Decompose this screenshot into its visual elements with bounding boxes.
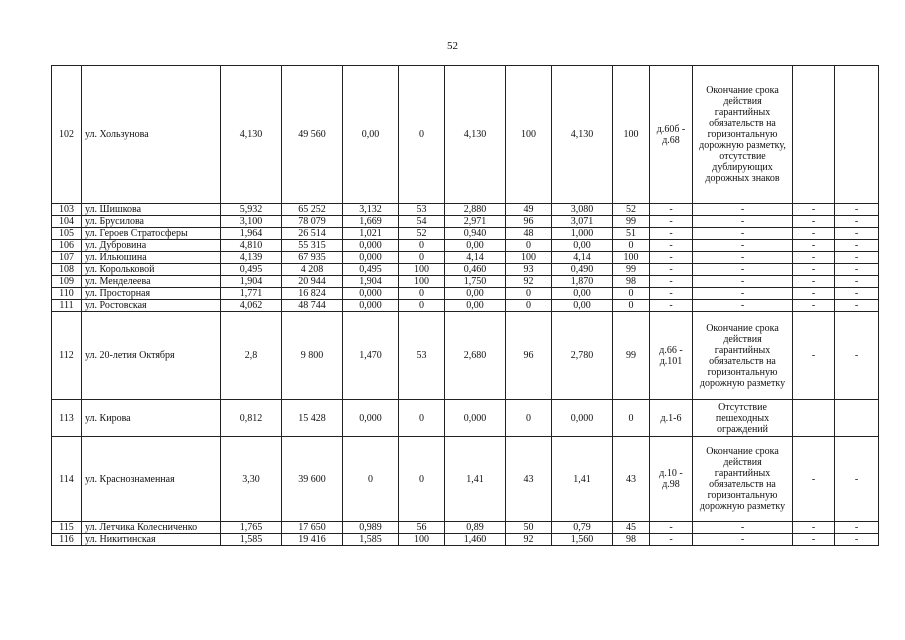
street-name-cell: ул. Менделеева — [82, 276, 221, 288]
location-cell: - — [650, 252, 693, 264]
area-m2-cell: 19 416 — [282, 534, 343, 546]
length-km-cell: 3,30 — [221, 437, 282, 522]
value-3-cell: 0,00 — [552, 300, 613, 312]
street-name-cell: ул. Брусилова — [82, 216, 221, 228]
table-row — [52, 437, 879, 522]
extra-2-cell: - — [835, 228, 879, 240]
extra-1-cell: - — [793, 288, 835, 300]
extra-1-cell: - — [793, 252, 835, 264]
table-row — [52, 312, 879, 400]
extra-1-cell: - — [793, 240, 835, 252]
percent-2-cell: 92 — [506, 276, 552, 288]
length-km-cell: 4,062 — [221, 300, 282, 312]
street-name-cell: ул. Шишкова — [82, 204, 221, 216]
value-2-cell: 0,460 — [445, 264, 506, 276]
location-cell: д.1-6 — [650, 400, 693, 437]
table-row — [52, 252, 879, 264]
extra-1-cell: - — [793, 522, 835, 534]
extra-2-cell — [835, 66, 879, 204]
extra-1-cell: - — [793, 312, 835, 400]
area-m2-cell: 9 800 — [282, 312, 343, 400]
table-row — [52, 66, 879, 204]
value-2-cell: 0,000 — [445, 400, 506, 437]
percent-1-cell: 100 — [399, 264, 445, 276]
row-number-cell: 107 — [52, 252, 82, 264]
percent-3-cell: 51 — [613, 228, 650, 240]
page-number: 52 — [447, 40, 458, 52]
percent-2-cell: 96 — [506, 216, 552, 228]
street-name-cell: ул. Краснознаменная — [82, 437, 221, 522]
extra-1-cell: - — [793, 437, 835, 522]
length-km-cell: 1,904 — [221, 276, 282, 288]
table-row — [52, 216, 879, 228]
percent-2-cell: 0 — [506, 240, 552, 252]
table-row — [52, 228, 879, 240]
value-1-cell: 3,132 — [343, 204, 399, 216]
extra-1-cell: - — [793, 300, 835, 312]
street-name-cell: ул. Летчика Колесниченко — [82, 522, 221, 534]
percent-1-cell: 0 — [399, 437, 445, 522]
note-cell: - — [693, 216, 793, 228]
percent-1-cell: 100 — [399, 534, 445, 546]
value-3-cell: 1,41 — [552, 437, 613, 522]
length-km-cell: 1,964 — [221, 228, 282, 240]
length-km-cell: 4,139 — [221, 252, 282, 264]
table-row — [52, 240, 879, 252]
value-2-cell: 2,971 — [445, 216, 506, 228]
length-km-cell: 2,8 — [221, 312, 282, 400]
table-row — [52, 204, 879, 216]
note-cell: - — [693, 240, 793, 252]
percent-1-cell: 0 — [399, 252, 445, 264]
value-1-cell: 0,000 — [343, 240, 399, 252]
extra-2-cell: - — [835, 276, 879, 288]
percent-2-cell: 96 — [506, 312, 552, 400]
percent-3-cell: 98 — [613, 534, 650, 546]
value-1-cell: 1,669 — [343, 216, 399, 228]
extra-1-cell: - — [793, 534, 835, 546]
street-name-cell: ул. Ростовская — [82, 300, 221, 312]
location-cell: - — [650, 522, 693, 534]
note-cell: - — [693, 276, 793, 288]
row-number-cell: 116 — [52, 534, 82, 546]
table-row — [52, 264, 879, 276]
row-number-cell: 113 — [52, 400, 82, 437]
extra-2-cell: - — [835, 240, 879, 252]
location-cell: д.60б - д.68 — [650, 66, 693, 204]
area-m2-cell: 78 079 — [282, 216, 343, 228]
table-row — [52, 400, 879, 437]
value-2-cell: 0,89 — [445, 522, 506, 534]
percent-1-cell: 52 — [399, 228, 445, 240]
area-m2-cell: 17 650 — [282, 522, 343, 534]
row-number-cell: 112 — [52, 312, 82, 400]
percent-2-cell: 48 — [506, 228, 552, 240]
value-1-cell: 1,585 — [343, 534, 399, 546]
extra-2-cell — [835, 400, 879, 437]
percent-2-cell: 49 — [506, 204, 552, 216]
location-cell: д.10 - д.98 — [650, 437, 693, 522]
area-m2-cell: 39 600 — [282, 437, 343, 522]
location-cell: - — [650, 204, 693, 216]
value-3-cell: 0,00 — [552, 240, 613, 252]
length-km-cell: 1,765 — [221, 522, 282, 534]
percent-2-cell: 43 — [506, 437, 552, 522]
percent-2-cell: 92 — [506, 534, 552, 546]
extra-2-cell: - — [835, 216, 879, 228]
extra-1-cell — [793, 66, 835, 204]
percent-2-cell: 100 — [506, 252, 552, 264]
row-number-cell: 104 — [52, 216, 82, 228]
percent-1-cell: 53 — [399, 204, 445, 216]
extra-2-cell: - — [835, 252, 879, 264]
extra-2-cell: - — [835, 264, 879, 276]
length-km-cell: 4,810 — [221, 240, 282, 252]
value-1-cell: 0,989 — [343, 522, 399, 534]
value-2-cell: 1,41 — [445, 437, 506, 522]
value-2-cell: 0,00 — [445, 240, 506, 252]
length-km-cell: 1,585 — [221, 534, 282, 546]
value-1-cell: 0,000 — [343, 252, 399, 264]
note-cell: - — [693, 288, 793, 300]
percent-3-cell: 99 — [613, 264, 650, 276]
value-3-cell: 4,130 — [552, 66, 613, 204]
percent-3-cell: 0 — [613, 300, 650, 312]
percent-1-cell: 0 — [399, 400, 445, 437]
area-m2-cell: 49 560 — [282, 66, 343, 204]
percent-3-cell: 43 — [613, 437, 650, 522]
extra-2-cell: - — [835, 312, 879, 400]
percent-3-cell: 0 — [613, 288, 650, 300]
value-2-cell: 4,14 — [445, 252, 506, 264]
row-number-cell: 102 — [52, 66, 82, 204]
value-1-cell: 0,000 — [343, 400, 399, 437]
extra-1-cell: - — [793, 276, 835, 288]
extra-1-cell: - — [793, 264, 835, 276]
row-number-cell: 109 — [52, 276, 82, 288]
location-cell: д.66 - д.101 — [650, 312, 693, 400]
percent-1-cell: 0 — [399, 66, 445, 204]
extra-2-cell: - — [835, 437, 879, 522]
percent-2-cell: 93 — [506, 264, 552, 276]
length-km-cell: 3,100 — [221, 216, 282, 228]
percent-3-cell: 52 — [613, 204, 650, 216]
row-number-cell: 115 — [52, 522, 82, 534]
note-cell: - — [693, 300, 793, 312]
value-3-cell: 0,79 — [552, 522, 613, 534]
area-m2-cell: 67 935 — [282, 252, 343, 264]
note-cell: - — [693, 522, 793, 534]
value-1-cell: 1,904 — [343, 276, 399, 288]
street-name-cell: ул. Героев Стратосферы — [82, 228, 221, 240]
extra-1-cell: - — [793, 204, 835, 216]
value-2-cell: 2,680 — [445, 312, 506, 400]
note-cell: Окончание срока действия гарантийных обязательств на горизонтальную дорожную разметку — [693, 312, 793, 400]
percent-2-cell: 50 — [506, 522, 552, 534]
note-cell: - — [693, 228, 793, 240]
area-m2-cell: 48 744 — [282, 300, 343, 312]
value-1-cell: 0,495 — [343, 264, 399, 276]
value-2-cell: 0,00 — [445, 300, 506, 312]
percent-1-cell: 100 — [399, 276, 445, 288]
row-number-cell: 103 — [52, 204, 82, 216]
value-3-cell: 3,071 — [552, 216, 613, 228]
value-3-cell: 2,780 — [552, 312, 613, 400]
percent-1-cell: 0 — [399, 300, 445, 312]
length-km-cell: 0,812 — [221, 400, 282, 437]
street-name-cell: ул. Кирова — [82, 400, 221, 437]
table-row — [52, 300, 879, 312]
street-name-cell: ул. Просторная — [82, 288, 221, 300]
row-number-cell: 106 — [52, 240, 82, 252]
area-m2-cell: 26 514 — [282, 228, 343, 240]
value-1-cell: 0,00 — [343, 66, 399, 204]
extra-1-cell — [793, 400, 835, 437]
percent-1-cell: 54 — [399, 216, 445, 228]
percent-3-cell: 45 — [613, 522, 650, 534]
value-2-cell: 1,460 — [445, 534, 506, 546]
location-cell: - — [650, 276, 693, 288]
location-cell: - — [650, 240, 693, 252]
location-cell: - — [650, 264, 693, 276]
value-3-cell: 0,000 — [552, 400, 613, 437]
length-km-cell: 4,130 — [221, 66, 282, 204]
area-m2-cell: 16 824 — [282, 288, 343, 300]
value-1-cell: 0,000 — [343, 300, 399, 312]
percent-3-cell: 0 — [613, 240, 650, 252]
note-cell: Окончание срока действия гарантийных обязательств на горизонтальную дорожную разметку — [693, 437, 793, 522]
percent-2-cell: 0 — [506, 400, 552, 437]
value-3-cell: 0,490 — [552, 264, 613, 276]
note-cell: - — [693, 534, 793, 546]
note-cell: - — [693, 264, 793, 276]
length-km-cell: 5,932 — [221, 204, 282, 216]
area-m2-cell: 4 208 — [282, 264, 343, 276]
area-m2-cell: 20 944 — [282, 276, 343, 288]
location-cell: - — [650, 300, 693, 312]
value-3-cell: 1,000 — [552, 228, 613, 240]
row-number-cell: 108 — [52, 264, 82, 276]
extra-2-cell: - — [835, 534, 879, 546]
roads-table — [51, 65, 879, 546]
street-name-cell: ул. 20-летия Октября — [82, 312, 221, 400]
extra-2-cell: - — [835, 522, 879, 534]
value-1-cell: 0 — [343, 437, 399, 522]
note-cell: - — [693, 204, 793, 216]
percent-2-cell: 100 — [506, 66, 552, 204]
length-km-cell: 1,771 — [221, 288, 282, 300]
extra-2-cell: - — [835, 300, 879, 312]
value-1-cell: 1,470 — [343, 312, 399, 400]
table-row — [52, 522, 879, 534]
value-3-cell: 0,00 — [552, 288, 613, 300]
area-m2-cell: 55 315 — [282, 240, 343, 252]
extra-1-cell: - — [793, 216, 835, 228]
street-name-cell: ул. Корольковой — [82, 264, 221, 276]
percent-1-cell: 0 — [399, 240, 445, 252]
area-m2-cell: 65 252 — [282, 204, 343, 216]
row-number-cell: 114 — [52, 437, 82, 522]
percent-3-cell: 100 — [613, 252, 650, 264]
length-km-cell: 0,495 — [221, 264, 282, 276]
value-1-cell: 1,021 — [343, 228, 399, 240]
percent-3-cell: 100 — [613, 66, 650, 204]
value-2-cell: 4,130 — [445, 66, 506, 204]
area-m2-cell: 15 428 — [282, 400, 343, 437]
location-cell: - — [650, 228, 693, 240]
extra-2-cell: - — [835, 288, 879, 300]
percent-3-cell: 98 — [613, 276, 650, 288]
note-cell: - — [693, 252, 793, 264]
street-name-cell: ул. Хользунова — [82, 66, 221, 204]
note-cell: Окончание срока действия гарантийных обязательств на горизонтальную дорожную разметку, отсутствие дублирующих дорожных знаков — [693, 66, 793, 204]
street-name-cell: ул. Никитинская — [82, 534, 221, 546]
percent-2-cell: 0 — [506, 288, 552, 300]
extra-1-cell: - — [793, 228, 835, 240]
street-name-cell: ул. Дубровина — [82, 240, 221, 252]
percent-1-cell: 56 — [399, 522, 445, 534]
location-cell: - — [650, 288, 693, 300]
value-3-cell: 1,560 — [552, 534, 613, 546]
value-3-cell: 4,14 — [552, 252, 613, 264]
value-3-cell: 1,870 — [552, 276, 613, 288]
table-row — [52, 534, 879, 546]
value-2-cell: 1,750 — [445, 276, 506, 288]
percent-1-cell: 0 — [399, 288, 445, 300]
row-number-cell: 105 — [52, 228, 82, 240]
table-row — [52, 276, 879, 288]
row-number-cell: 110 — [52, 288, 82, 300]
percent-1-cell: 53 — [399, 312, 445, 400]
value-2-cell: 0,00 — [445, 288, 506, 300]
table-row — [52, 288, 879, 300]
street-name-cell: ул. Ильюшина — [82, 252, 221, 264]
percent-3-cell: 99 — [613, 312, 650, 400]
percent-3-cell: 0 — [613, 400, 650, 437]
value-1-cell: 0,000 — [343, 288, 399, 300]
percent-3-cell: 99 — [613, 216, 650, 228]
location-cell: - — [650, 534, 693, 546]
value-3-cell: 3,080 — [552, 204, 613, 216]
percent-2-cell: 0 — [506, 300, 552, 312]
row-number-cell: 111 — [52, 300, 82, 312]
note-cell: Отсутствие пешеходных ограждений — [693, 400, 793, 437]
location-cell: - — [650, 216, 693, 228]
value-2-cell: 0,940 — [445, 228, 506, 240]
value-2-cell: 2,880 — [445, 204, 506, 216]
extra-2-cell: - — [835, 204, 879, 216]
